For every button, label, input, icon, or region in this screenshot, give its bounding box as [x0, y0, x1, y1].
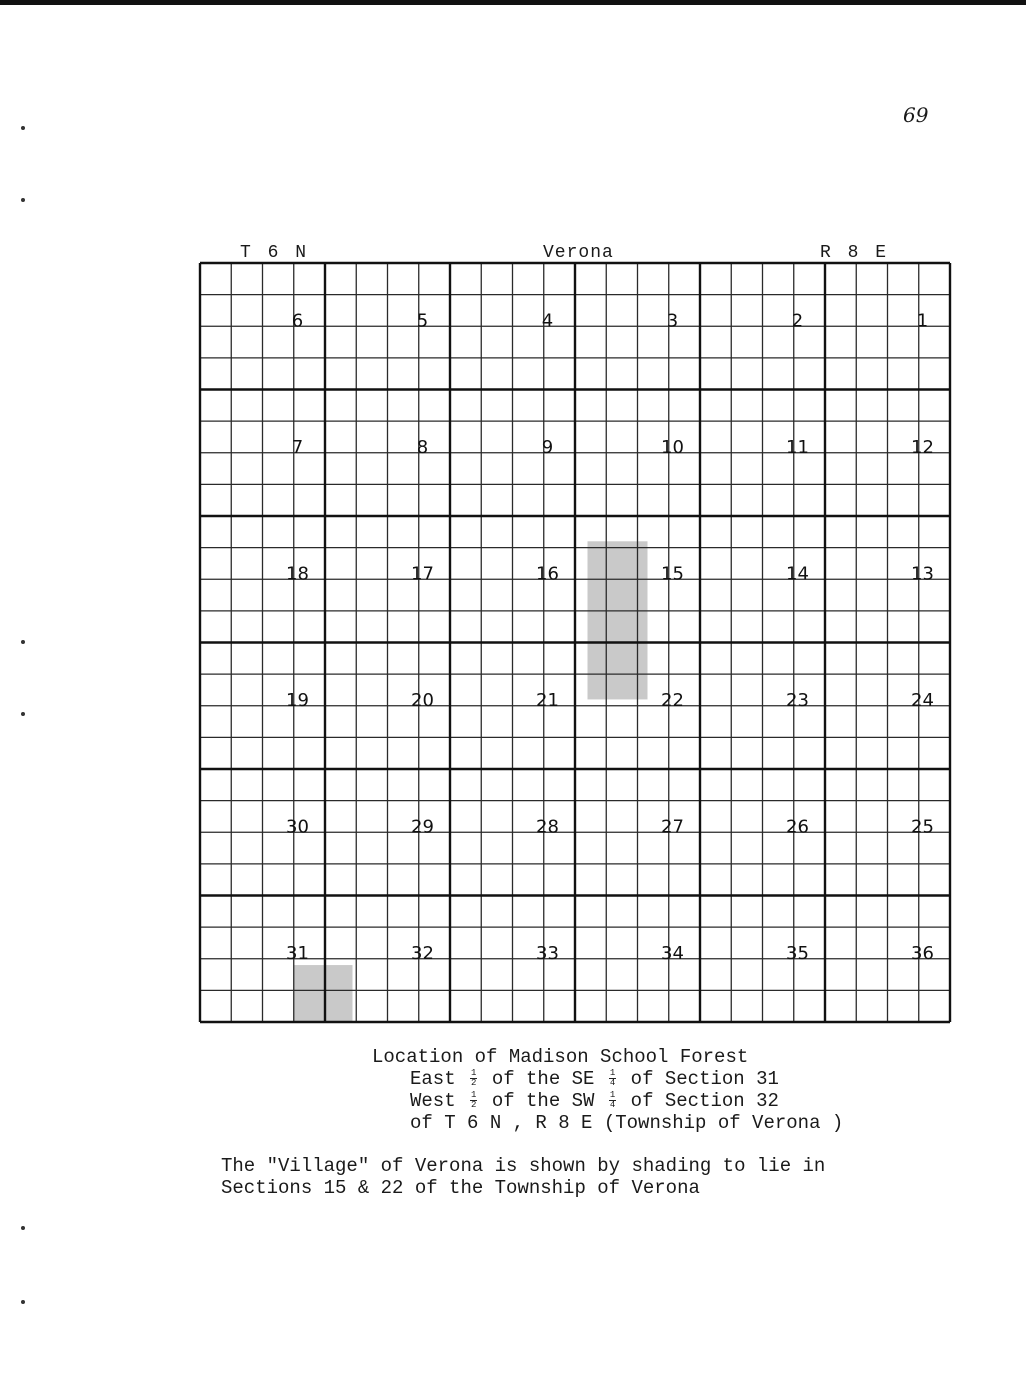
section-number: 25 — [911, 816, 934, 838]
caption-west: West — [410, 1090, 456, 1112]
section-number: 36 — [911, 942, 934, 964]
fraction-half: $\frac{1}{2}$ — [471, 1068, 477, 1089]
section-number: 16 — [536, 563, 559, 585]
section-number: 30 — [286, 816, 309, 838]
section-number: 7 — [291, 436, 304, 458]
section-number: 1 — [916, 310, 929, 332]
village-shading — [588, 541, 648, 699]
section-number: 22 — [661, 689, 684, 711]
fraction-quarter: $\frac{1}{4}$ — [609, 1090, 616, 1111]
page-number: 69 — [903, 103, 929, 127]
section-number: 14 — [786, 563, 809, 585]
section-number: 5 — [416, 310, 429, 332]
section-number: 2 — [791, 310, 804, 332]
section-number: 4 — [541, 310, 554, 332]
section-number: 20 — [411, 689, 434, 711]
caption-sw: of the SW — [491, 1090, 595, 1112]
section-number: 18 — [286, 563, 309, 585]
section-number: 23 — [786, 689, 809, 711]
section-number: 9 — [541, 436, 554, 458]
section-number: 24 — [911, 689, 934, 711]
caption-line-2 — [410, 1068, 779, 1090]
section-number: 3 — [666, 310, 679, 332]
range-label: R 8 E — [820, 243, 890, 263]
section-number: 33 — [536, 942, 559, 964]
caption-line-3 — [410, 1090, 779, 1112]
caption-se: of the SE — [491, 1068, 595, 1090]
caption-line-4: of T 6 N , R 8 E (Township of Verona ) — [410, 1112, 844, 1134]
caption-line-1: Location of Madison School Forest — [372, 1046, 749, 1068]
section-number: 26 — [786, 816, 809, 838]
section-number: 21 — [536, 689, 559, 711]
section-number: 19 — [286, 689, 309, 711]
caption-east: East — [410, 1068, 456, 1090]
section-number: 35 — [786, 942, 809, 964]
note-line-1: The "Village" of Verona is shown by shading to lie in — [221, 1155, 826, 1177]
section-number: 27 — [661, 816, 684, 838]
section-number: 32 — [411, 942, 434, 964]
section-number: 12 — [911, 436, 934, 458]
section-number: 10 — [661, 436, 684, 458]
section-number: 28 — [536, 816, 559, 838]
section-number: 6 — [291, 310, 304, 332]
fraction-half: $\frac{1}{2}$ — [471, 1090, 477, 1111]
section-number: 31 — [286, 942, 309, 964]
section-number: 29 — [411, 816, 434, 838]
section-number: 13 — [911, 563, 934, 585]
section-number: 34 — [661, 942, 684, 964]
caption-section-32: of Section 32 — [630, 1090, 779, 1112]
note-line-2: Sections 15 & 22 of the Township of Verona — [221, 1177, 700, 1199]
caption-section-31: of Section 31 — [630, 1068, 779, 1090]
section-number: 15 — [661, 563, 684, 585]
map-title: Verona — [543, 243, 614, 263]
section-number: 8 — [416, 436, 429, 458]
section-number: 11 — [786, 436, 809, 458]
fraction-quarter: $\frac{1}{4}$ — [609, 1068, 616, 1089]
section-number: 17 — [411, 563, 434, 585]
township-label: T 6 N — [240, 243, 310, 263]
school-forest-shading — [294, 965, 353, 1022]
